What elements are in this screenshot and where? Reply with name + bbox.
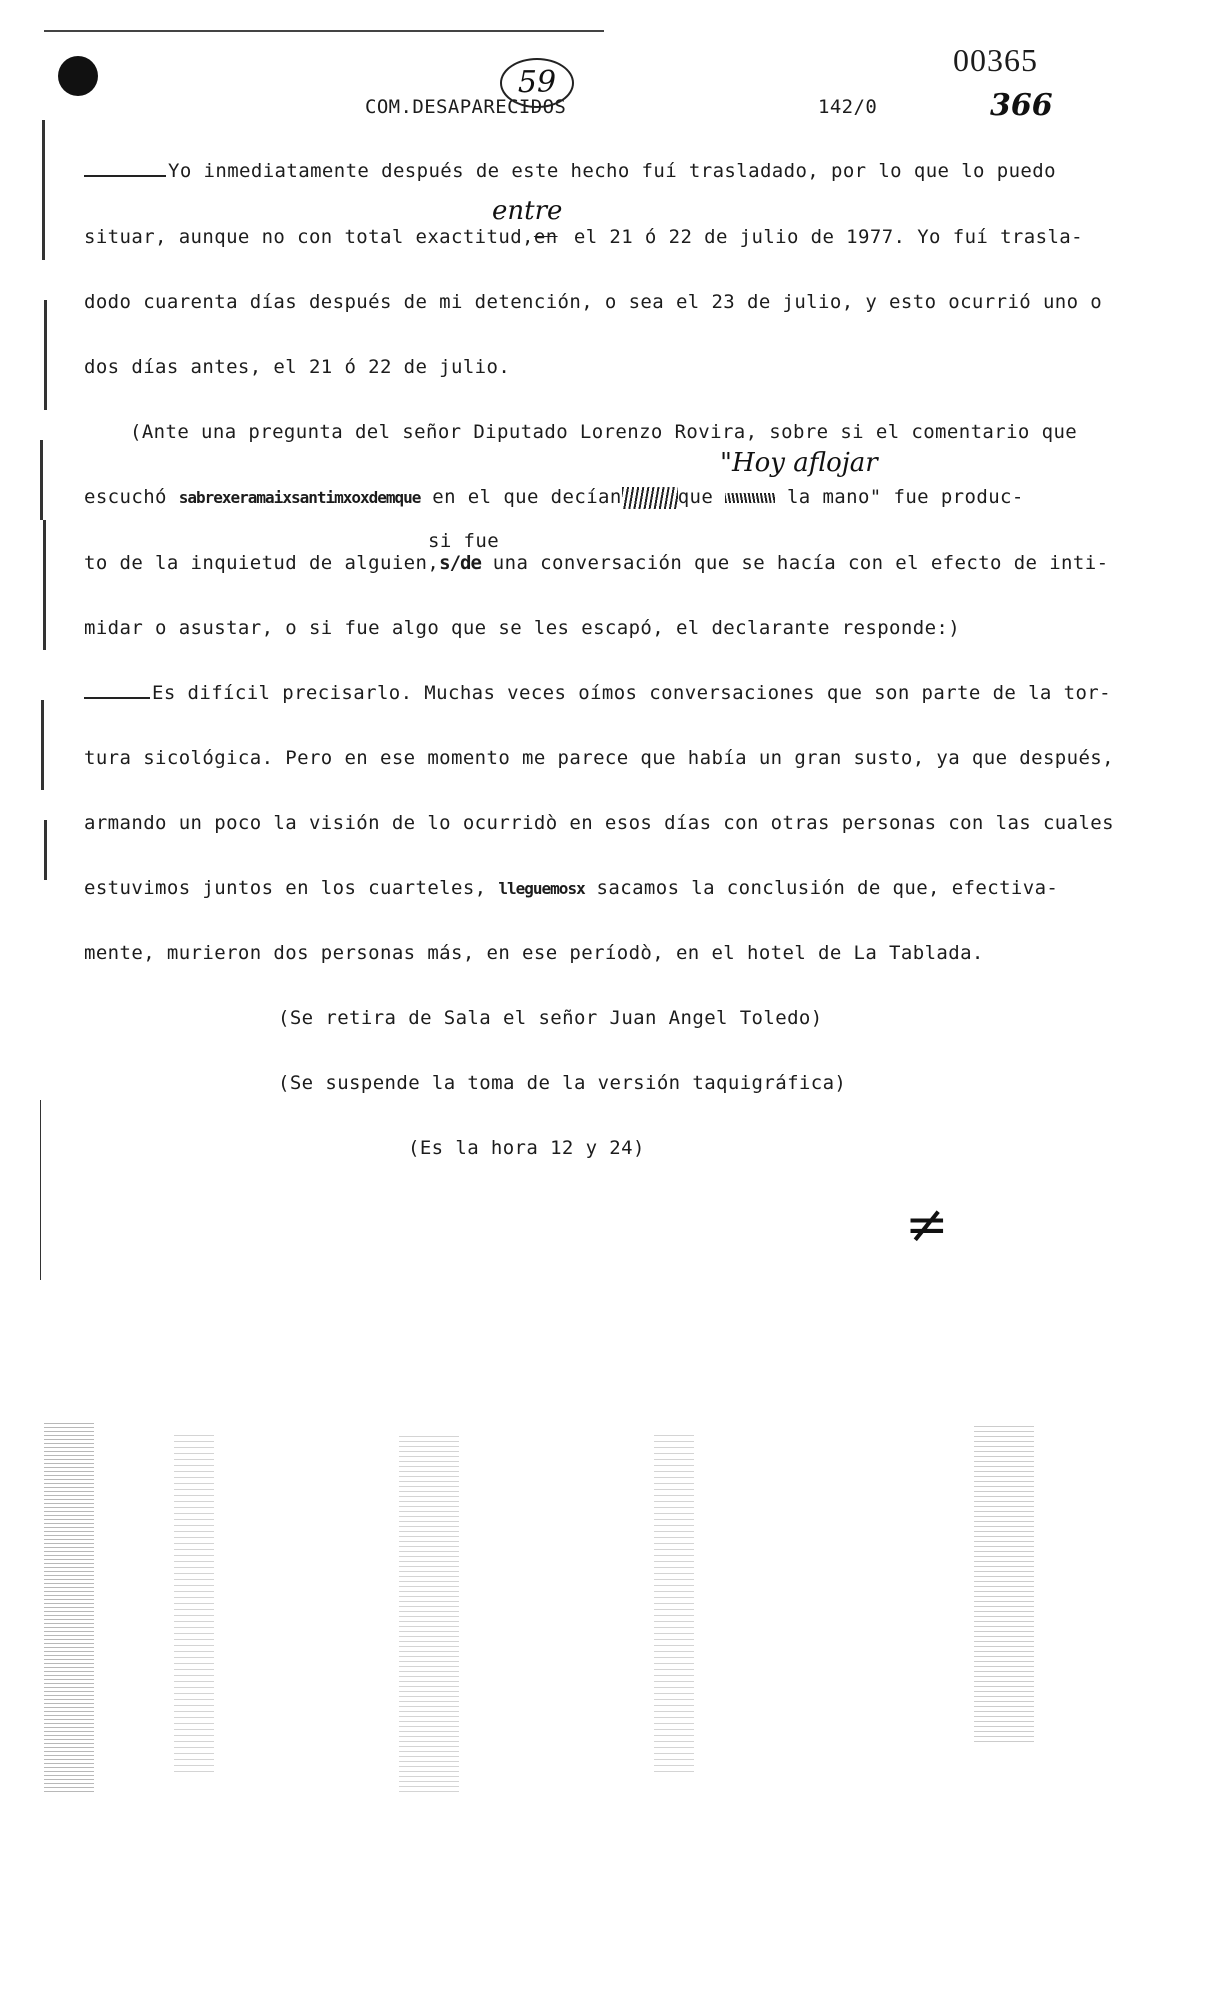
paragraph-line-9: Es difícil precisarlo. Muchas veces oímos conversaciones que son parte de la tor- (84, 682, 1111, 704)
handwritten-code: 366 (990, 88, 1053, 123)
paragraph-line-13: mente, murieron dos personas más, en ese períodò, en el hotel de La Tablada. (84, 942, 984, 964)
paragraph-line-8: midar o asustar, o si fue algo que se les escapó, el declarante responde:) (84, 617, 961, 639)
paragraph-line-4: dos días antes, el 21 ó 22 de julio. (84, 356, 511, 378)
handwritten-end-mark: ≠ (905, 1195, 949, 1255)
document-number: 00365 (953, 42, 1038, 78)
scan-artifact-mid2 (399, 1432, 459, 1792)
paragraph-line-3: dodo cuarenta días después de mi detención, o sea el 23 de julio, y esto ocurrió uno o (84, 291, 1103, 313)
paragraph-line-7: to de la inquietud de alguien,s/de una conversación que se hacía con el efecto de inti- (84, 552, 1109, 574)
handwritten-insert-hoy-aflojar: "Hoy aflojar (720, 448, 878, 478)
scan-artifact-mid3 (654, 1432, 694, 1772)
paragraph-line-10: tura sicológica. Pero en ese momento me parece que había un gran susto, ya que después, (84, 747, 1114, 769)
corner-blot (58, 56, 98, 96)
document-title: COM.DESAPARECIDOS (365, 96, 567, 118)
note-suspende: (Se suspende la toma de la versión taquigráfica) (278, 1072, 847, 1094)
indent-underline-2 (84, 695, 150, 699)
struck-text-2: s/de (439, 552, 481, 574)
top-edge-line (44, 30, 604, 32)
scan-artifact-mid1 (174, 1432, 214, 1772)
note-hora: (Es la hora 12 y 24) (408, 1137, 645, 1159)
handwritten-insert-entre: entre (492, 196, 563, 226)
paragraph-line-2: situar, aunque no con total exactitud,en el 21 ó 22 de julio de 1977. Yo fuí trasla- (84, 226, 1083, 248)
scan-artifact-right (974, 1422, 1034, 1742)
paragraph-line-1: Yo inmediatamente después de este hecho fuí trasladado, por lo que lo puedo (84, 160, 1056, 182)
scribble-mark (622, 487, 678, 509)
indent-underline (84, 173, 166, 177)
struck-text: sabrexeramaixsantimxoxdemque (178, 488, 421, 507)
paragraph-line-6: escuchó sabrexeramaixsantimxoxdemque en el que decían que la mano" fue produc- (84, 486, 1024, 508)
paragraph-line-5: (Ante una pregunta del señor Diputado Lorenzo Rovira, sobre si el comentario que (130, 421, 1078, 443)
insertion-si-fue: si fue (428, 530, 500, 552)
scan-artifact-left (44, 1422, 94, 1792)
struck-text-3: lleguemosx (498, 879, 585, 898)
scribble-mark-2 (725, 493, 775, 503)
circled-page-number: 59 (500, 58, 574, 108)
note-retira: (Se retira de Sala el señor Juan Angel Toledo) (278, 1007, 823, 1029)
document-code: 142/0 (818, 96, 878, 118)
scan-artifact-area (44, 1412, 1044, 1792)
paragraph-line-11: armando un poco la visión de lo ocurridò en esos días con otras personas con las cuales (84, 812, 1114, 834)
struck-word: en (533, 226, 558, 248)
paragraph-line-12: estuvimos juntos en los cuarteles, lleguemosx sacamos la conclusión de que, efectiva- (84, 877, 1059, 899)
